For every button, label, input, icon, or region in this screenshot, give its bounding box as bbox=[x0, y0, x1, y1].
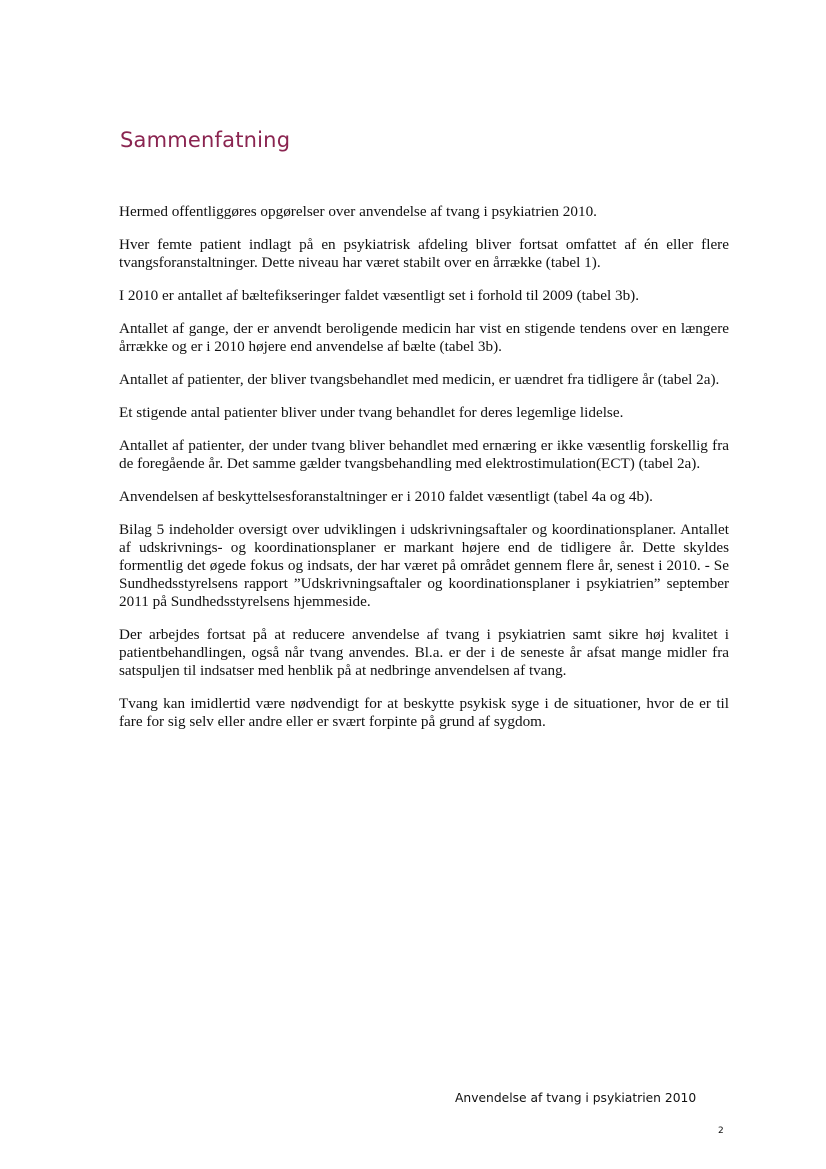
page-title: Sammenfatning bbox=[120, 128, 291, 152]
paragraph: Anvendelsen af beskyttelsesforanstaltninger er i 2010 faldet væsentligt (tabel 4a og 4b). bbox=[119, 488, 653, 505]
paragraph: I 2010 er antallet af bæltefikseringer faldet væsentligt set i forhold til 2009 (tabel 3b). bbox=[119, 287, 640, 304]
paragraph: Bilag 5 indeholder oversigt over udviklingen i udskrivningsaftaler og koordinationsplaner. Antallet af udskrivnings- og koordinationsplaner er markant højere end de tidligere år. Dette skyldes formentlig det øgede fokus og indsats, der har været på området gennem flere år, senest i 2010. - Se Sundhedsstyrelsens rapport ”Udskrivningsaftaler og koordinationsplaner i psykiatrien” september 2011 på Sundhedsstyrelsens hjemmeside. bbox=[119, 521, 729, 610]
summary-body bbox=[119, 203, 729, 746]
paragraph: Hermed offentliggøres opgørelser over anvendelse af tvang i psykiatrien 2010. bbox=[119, 203, 597, 220]
footer-title: Anvendelse af tvang i psykiatrien 2010 bbox=[455, 1091, 697, 1105]
paragraph: Et stigende antal patienter bliver under tvang behandlet for deres legemlige lidelse. bbox=[119, 404, 624, 421]
paragraph: Der arbejdes fortsat på at reducere anvendelse af tvang i psykiatrien samt sikre høj kvalitet i patientbehandlingen, også når tvang anvendes. Bl.a. er der i de seneste år afsat mange midler fra satspuljen til indsatser med henblik på at nedbringe anvendelsen af tvang. bbox=[119, 626, 729, 679]
paragraph: Hver femte patient indlagt på en psykiatrisk afdeling bliver fortsat omfattet af én eller flere tvangsforanstaltninger. Dette niveau har været stabilt over en årrække (tabel 1). bbox=[119, 236, 729, 271]
paragraph: Antallet af gange, der er anvendt beroligende medicin har vist en stigende tendens over en længere årrække og er i 2010 højere end anvendelse af bælte (tabel 3b). bbox=[119, 320, 729, 355]
paragraph: Antallet af patienter, der under tvang bliver behandlet med ernæring er ikke væsentlig forskellig fra de foregående år. Det samme gælder tvangsbehandling med elektrostimulation(ECT) (tabel 2a). bbox=[119, 437, 729, 472]
paragraph: Antallet af patienter, der bliver tvangsbehandlet med medicin, er uændret fra tidligere år (tabel 2a). bbox=[119, 371, 720, 388]
paragraph: Tvang kan imidlertid være nødvendigt for at beskytte psykisk syge i de situationer, hvor de er til fare for sig selv eller andre eller er svært forpinte på grund af sygdom. bbox=[119, 695, 729, 730]
page-number: 2 bbox=[718, 1126, 724, 1136]
